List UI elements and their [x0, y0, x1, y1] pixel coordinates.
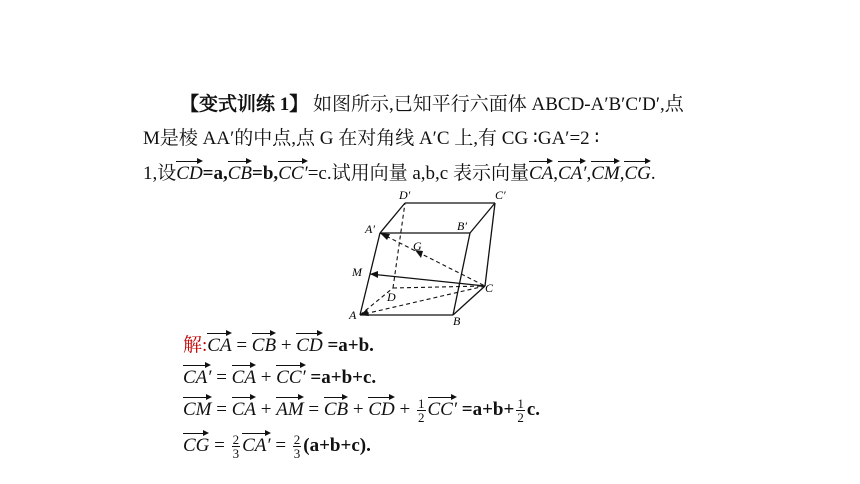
fraction-two-thirds: [293, 433, 302, 460]
vector-ca: CA: [232, 364, 256, 390]
vector-ca: CA: [232, 396, 256, 422]
label-c1: C′: [495, 188, 506, 202]
label-m: M: [352, 265, 362, 279]
label-g: G: [413, 239, 422, 253]
equals: =: [236, 335, 248, 356]
parallelepiped-figure: [345, 188, 525, 328]
equals: =: [216, 399, 227, 420]
fraction-half: [516, 397, 525, 424]
plus: +: [260, 367, 272, 388]
label-a: A: [349, 308, 357, 322]
vector-am: AM: [276, 396, 303, 422]
vector-cg: CG: [183, 432, 209, 458]
problem-text-1: 如图所示,已知平行六面体 ABCD-A′B′C′D′,点: [313, 94, 684, 115]
problem-line-3: [143, 160, 656, 186]
solution-line-3: [183, 396, 540, 424]
vector-cd: CD: [176, 160, 202, 186]
denominator: 2: [418, 410, 425, 426]
vector-cd: CD: [368, 396, 394, 422]
arrowhead-a1: [380, 233, 390, 240]
vector-ca: CA: [207, 332, 231, 358]
vector-cc1: CC′: [276, 364, 306, 390]
vector-cm: CM: [183, 396, 212, 422]
problem-line-1: [180, 93, 684, 117]
numerator: 2: [293, 432, 301, 448]
numerator: 1: [517, 396, 524, 412]
arrowhead-m: [370, 271, 378, 278]
label-a1: A′: [365, 222, 375, 236]
vector-cb: CB: [252, 332, 276, 358]
equals: =: [275, 435, 287, 456]
comma: ,: [553, 163, 558, 184]
vector-ca1: CA′: [242, 432, 270, 458]
edge-a1d1: [380, 203, 405, 233]
vector-cb: CB: [228, 160, 252, 186]
numerator: 2: [232, 432, 240, 448]
vector-cc1: CC′: [428, 396, 458, 422]
diagonal-a1c: [380, 233, 485, 286]
def-b: =b,: [252, 163, 279, 184]
result-3b: c.: [526, 399, 540, 420]
vector-ca1: CA′: [183, 364, 211, 390]
def-c-text: =c.试用向量 a,b,c 表示向量: [307, 163, 529, 184]
solution-line-4: [183, 432, 371, 460]
label-c: C: [485, 281, 494, 295]
vector-ca: CA: [529, 160, 553, 186]
result-2: =a+b+c.: [310, 367, 377, 388]
plus: +: [399, 399, 411, 420]
vector-cb: CB: [324, 396, 348, 422]
edge-dc: [393, 286, 485, 288]
solution-line-2: [183, 364, 376, 390]
plus: +: [280, 335, 292, 356]
vector-cg: CG: [624, 160, 650, 186]
segment-mc: [370, 274, 485, 286]
plus: +: [260, 399, 272, 420]
exercise-label: 【变式训练 1】: [180, 94, 309, 115]
label-b: B: [453, 314, 461, 328]
problem-text-2: M是棱 AA′的中点,点 G 在对角线 A′C 上,有 CG ∶GA′=2 ∶: [143, 128, 600, 149]
result-3a: =a+b+: [461, 399, 515, 420]
label-b1: B′: [457, 219, 467, 233]
fraction-two-thirds: [232, 433, 241, 460]
edge-b1c1: [470, 203, 495, 233]
def-a: =a,: [202, 163, 228, 184]
equals: =: [214, 435, 225, 456]
vector-cc1: CC′: [278, 160, 308, 186]
problem-line-2: [143, 127, 599, 151]
comma: ,: [619, 163, 625, 184]
numerator: 1: [418, 396, 425, 412]
vector-ca1: CA′: [558, 160, 586, 186]
label-d: D: [387, 290, 396, 304]
equals: =: [216, 367, 227, 388]
comma: ,: [586, 163, 592, 184]
segment-ca: [360, 286, 485, 315]
label-d1: D′: [399, 188, 411, 202]
equals: =: [308, 399, 320, 420]
solution-label: 解:: [183, 335, 208, 356]
vector-cd: CD: [296, 332, 322, 358]
solution-line-1: [183, 332, 374, 358]
period: .: [650, 163, 656, 184]
edge-c1c: [485, 203, 495, 286]
denominator: 2: [517, 410, 524, 426]
denominator: 3: [232, 446, 240, 462]
result-1: =a+b.: [327, 335, 374, 356]
plus: +: [352, 399, 364, 420]
vector-cm: CM: [591, 160, 620, 186]
result-4: (a+b+c).: [303, 435, 371, 456]
fraction-half: [417, 397, 426, 424]
denominator: 3: [293, 446, 301, 462]
lead-text: 1,设: [143, 163, 177, 184]
